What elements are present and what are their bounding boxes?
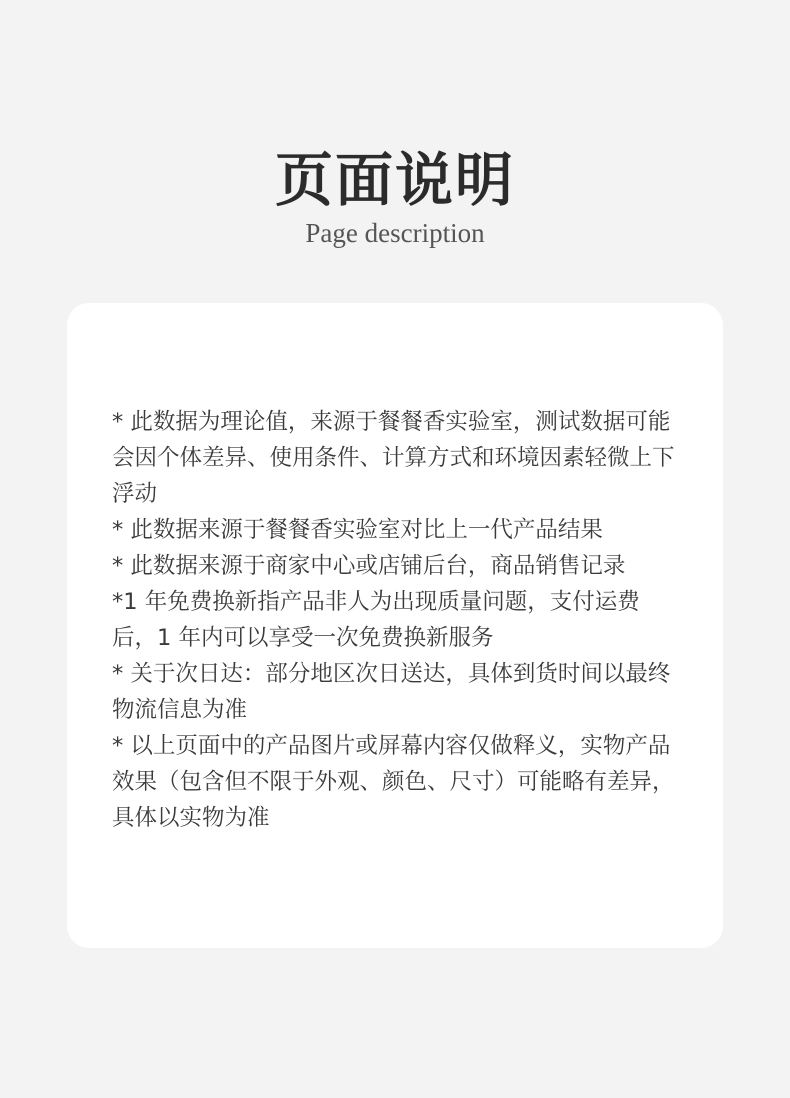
notes-list: [112, 404, 678, 836]
note-lab-comparison: * 此数据来源于餐餐香实验室对比上一代产品结果: [112, 517, 603, 543]
note-image-disclaimer: * 以上页面中的产品图片或屏幕内容仅做释义，实物产品效果（包含但不限于外观、颜色、尺寸）可能略有差异，具体以实物为准: [112, 733, 675, 831]
note-sales-record: * 此数据来源于商家中心或店铺后台，商品销售记录: [112, 553, 626, 579]
note-theoretical-value: * 此数据为理论值，来源于餐餐香实验室，测试数据可能会因个体差异、使用条件、计算方式和环境因素轻微上下浮动: [112, 409, 675, 507]
note-next-day-delivery: * 关于次日达：部分地区次日送达，具体到货时间以最终物流信息为准: [112, 661, 671, 723]
note-replacement-service: *1 年免费换新指产品非人为出现质量问题，支付运费后，1 年内可以享受一次免费换新服务: [112, 589, 640, 651]
page-subtitle: Page description: [305, 218, 485, 248]
page-title: 页面说明: [274, 146, 515, 214]
